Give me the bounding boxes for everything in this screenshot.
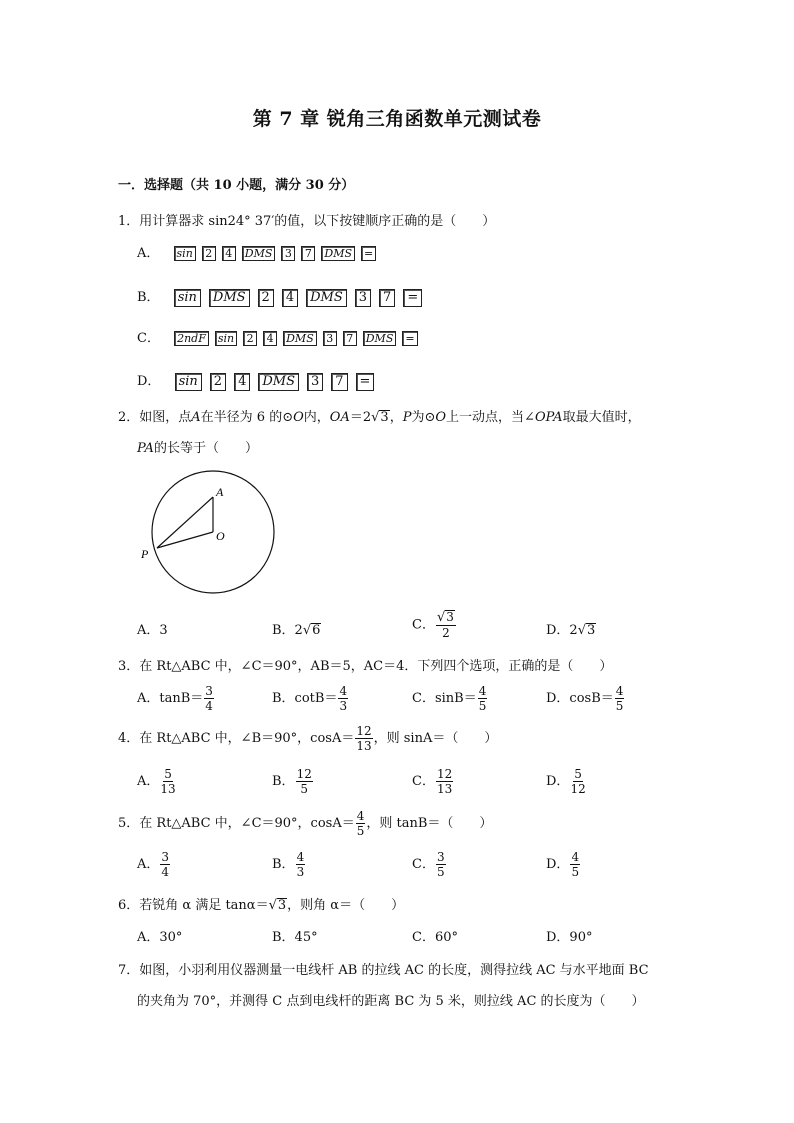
question-6-option-c: C．60° <box>412 930 458 945</box>
sqrt-icon: √ <box>577 623 586 638</box>
fraction <box>356 809 366 838</box>
question-4-option-a <box>137 767 177 796</box>
option-label: A． <box>137 246 160 261</box>
var-o: O <box>293 410 304 425</box>
text: D．2 <box>546 623 578 638</box>
text: C． <box>412 774 435 789</box>
denominator: 3 <box>296 865 305 879</box>
denominator: 13 <box>160 782 176 796</box>
question-6-option-a: A．30° <box>137 930 183 945</box>
key-equals: = <box>356 373 375 391</box>
question-7-stem: 7．如图，小羽利用仪器测量一电线杆 AB 的拉线 AC 的长度，测得拉线 AC 与水平地面 BC <box>118 963 649 978</box>
numerator: 4 <box>339 684 348 698</box>
key-7: 7 <box>331 373 347 391</box>
question-2-stem-line2 <box>137 437 258 456</box>
key-3: 3 <box>323 331 337 346</box>
sqrt-icon: √ <box>302 623 312 638</box>
text: 上一动点，当∠ <box>446 410 535 425</box>
text: C． <box>412 617 435 633</box>
radicand: 3 <box>380 410 389 425</box>
text: ，则角 α＝（ ） <box>287 898 405 913</box>
text: 4．在 Rt△ABC 中，∠B＝90°，cosA＝ <box>118 731 355 746</box>
question-4-option-c <box>412 767 454 796</box>
key-dms: DMS <box>363 331 397 346</box>
text: D．cosB＝ <box>546 691 614 706</box>
text: B．cotB＝ <box>272 691 338 706</box>
question-6-option-d: D．90° <box>546 930 593 945</box>
key-4: 4 <box>234 373 250 391</box>
key-3: 3 <box>281 246 295 261</box>
text: D． <box>546 857 570 872</box>
text: ， <box>389 410 403 425</box>
question-1-option-c <box>137 327 424 346</box>
text: A． <box>137 774 160 789</box>
denominator: 5 <box>478 699 487 713</box>
fraction <box>296 850 306 879</box>
text: 为⊙ <box>411 410 436 425</box>
sqrt-icon: √ <box>371 410 380 425</box>
key-dms: DMS <box>321 246 355 261</box>
key-4: 4 <box>222 246 236 261</box>
key-equals: = <box>402 331 417 346</box>
key-dms: DMS <box>306 289 347 307</box>
question-4-option-b <box>272 767 314 796</box>
key-7: 7 <box>301 246 315 261</box>
question-2-option-b <box>272 619 321 638</box>
question-1-option-d <box>137 370 382 391</box>
question-6-stem <box>118 894 404 913</box>
numerator: 12 <box>436 767 453 781</box>
sqrt-icon: √ <box>268 898 277 913</box>
question-2-stem <box>118 406 641 425</box>
key-dms: DMS <box>283 331 317 346</box>
numerator: 3 <box>161 850 170 864</box>
var-oa: OA <box>329 410 350 425</box>
fraction <box>436 850 446 879</box>
var-a: A <box>191 410 201 425</box>
question-5-option-c <box>412 850 447 879</box>
key-3: 3 <box>307 373 323 391</box>
label-p: P <box>141 547 149 561</box>
fraction <box>436 610 456 640</box>
question-5-stem <box>118 809 492 838</box>
section-heading: 一．选择题（共 10 小题，满分 30 分） <box>118 178 355 193</box>
text: ，则 sinA＝（ ） <box>373 731 498 746</box>
question-7-stem-line2: 的夹角为 70°，并测得 C 点到电线杆的距离 BC 为 5 米，则拉线 AC 的长度为（ ） <box>137 994 645 1009</box>
question-2-option-a: A．3 <box>137 623 168 638</box>
key-2ndf: 2ndF <box>174 331 209 346</box>
denominator: 5 <box>615 699 624 713</box>
denominator: 5 <box>300 782 309 796</box>
radicand: 6 <box>312 623 321 638</box>
text: 在半径为 6 的⊙ <box>200 410 294 425</box>
denominator: 5 <box>356 824 365 838</box>
fraction <box>204 684 214 713</box>
denominator: 13 <box>356 739 372 753</box>
radicand: 3 <box>587 623 596 638</box>
numerator: 4 <box>571 850 580 864</box>
question-6-option-b: B．45° <box>272 930 318 945</box>
key-sin: sin <box>174 246 196 261</box>
question-3-option-a <box>137 684 215 713</box>
radicand: 3 <box>446 610 454 624</box>
denominator: 5 <box>571 865 580 879</box>
option-label: C． <box>137 331 160 346</box>
numerator: 3 <box>436 850 445 864</box>
numerator: 4 <box>615 684 624 698</box>
key-4: 4 <box>282 289 298 307</box>
key-dms: DMS <box>242 246 276 261</box>
text: ，则 tanB＝（ ） <box>366 816 493 831</box>
key-sin: sin <box>175 373 202 391</box>
text: 的长等于（ ） <box>153 441 258 456</box>
key-2: 2 <box>202 246 216 261</box>
text: B． <box>272 857 295 872</box>
option-label: D． <box>137 374 161 389</box>
key-dms: DMS <box>209 289 250 307</box>
key-2: 2 <box>243 331 257 346</box>
text: ＝2 <box>349 410 372 425</box>
fraction <box>160 767 175 796</box>
question-3-option-d <box>546 684 625 713</box>
denominator: 12 <box>570 782 586 796</box>
question-3-stem: 3．在 Rt△ABC 中，∠C＝90°，AB＝5，AC＝4．下列四个选项，正确的是（ ） <box>118 659 613 674</box>
var-opa: OPA <box>534 410 563 425</box>
key-3: 3 <box>355 289 371 307</box>
question-3-option-b <box>272 684 349 713</box>
key-4: 4 <box>263 331 277 346</box>
text: A．tanB＝ <box>137 691 204 706</box>
fraction <box>615 684 625 713</box>
key-dms: DMS <box>258 373 299 391</box>
fraction <box>355 724 372 753</box>
label-a: A <box>216 485 224 499</box>
var-p: P <box>402 410 412 425</box>
question-5-option-b <box>272 850 306 879</box>
text: 取最大值时， <box>562 410 641 425</box>
text: B．2 <box>272 623 303 638</box>
denominator: 5 <box>436 865 445 879</box>
question-2-option-c <box>412 610 457 640</box>
text: B． <box>272 774 295 789</box>
fraction <box>570 767 585 796</box>
key-equals: = <box>403 289 422 307</box>
var-pa: PA <box>137 441 154 456</box>
radicand: 3 <box>277 898 287 913</box>
text: 内， <box>303 410 330 425</box>
sqrt-icon: √ <box>436 610 446 625</box>
question-1-option-b <box>137 286 430 307</box>
denominator: 13 <box>436 782 453 796</box>
text: A． <box>137 857 160 872</box>
key-sin: sin <box>215 331 237 346</box>
question-3-option-c <box>412 684 488 713</box>
question-5-option-d <box>546 850 581 879</box>
option-label: B． <box>137 290 160 305</box>
circle-figure <box>135 470 285 595</box>
question-2-option-d <box>546 619 596 638</box>
numerator: 3 <box>205 684 213 698</box>
question-5-option-a <box>137 850 171 879</box>
numerator: 4 <box>478 684 487 698</box>
var-o: O <box>435 410 447 425</box>
text: 2．如图，点 <box>118 410 192 425</box>
question-1-stem: 1．用计算器求 sin24° 37′的值，以下按键顺序正确的是（ ） <box>118 214 496 229</box>
numerator: 4 <box>356 809 365 823</box>
page-title: 第 7 章 锐角三角函数单元测试卷 <box>252 108 542 130</box>
fraction <box>478 684 488 713</box>
denominator: 2 <box>442 626 450 640</box>
numerator: 5 <box>574 767 582 781</box>
denominator: 3 <box>339 699 348 713</box>
numerator: 5 <box>164 767 172 781</box>
numerator: 12 <box>356 724 372 738</box>
key-2: 2 <box>258 289 274 307</box>
text: 5．在 Rt△ABC 中，∠C＝90°，cosA＝ <box>118 816 355 831</box>
question-4-stem <box>118 724 497 753</box>
key-7: 7 <box>343 331 357 346</box>
key-sin: sin <box>174 289 201 307</box>
key-equals: = <box>361 246 376 261</box>
numerator: 4 <box>296 850 305 864</box>
question-4-option-d <box>546 767 587 796</box>
denominator: 4 <box>161 865 170 879</box>
label-o: O <box>216 529 225 543</box>
fraction <box>436 767 453 796</box>
text: D． <box>546 774 570 789</box>
key-7: 7 <box>379 289 395 307</box>
text: C． <box>412 857 435 872</box>
text: C．sinB＝ <box>412 691 477 706</box>
numerator: 12 <box>296 767 312 781</box>
denominator: 4 <box>205 699 213 713</box>
question-1-option-a <box>137 242 382 261</box>
fraction <box>570 850 580 879</box>
text: 6．若锐角 α 满足 tanα＝ <box>118 898 269 913</box>
key-2: 2 <box>210 373 226 391</box>
fraction <box>296 767 313 796</box>
fraction <box>338 684 348 713</box>
fraction <box>160 850 170 879</box>
